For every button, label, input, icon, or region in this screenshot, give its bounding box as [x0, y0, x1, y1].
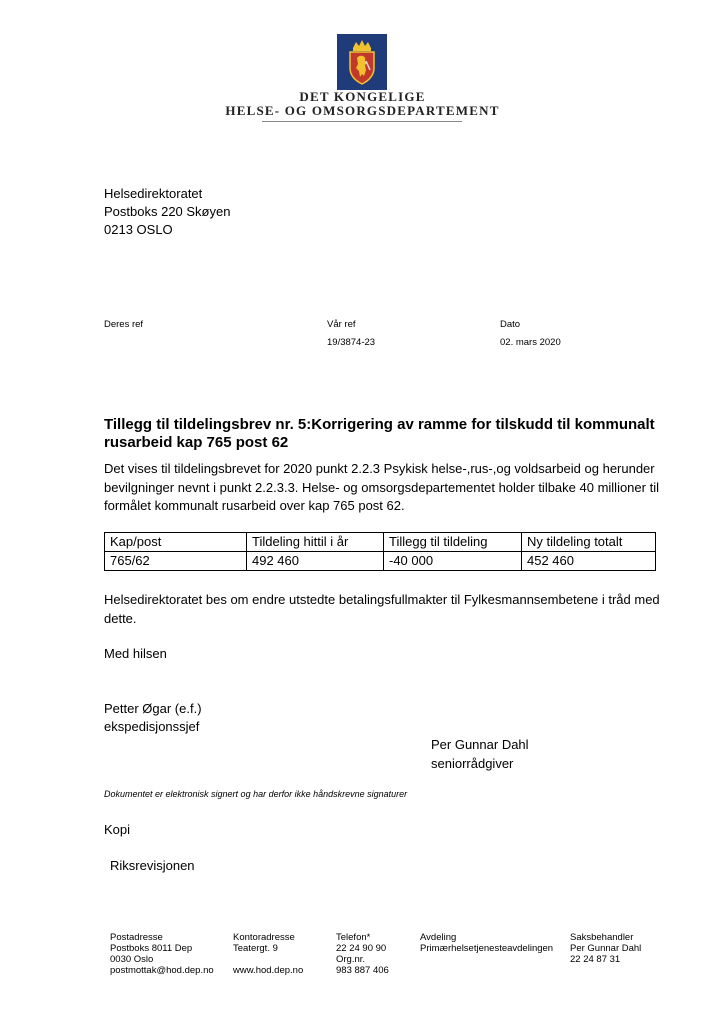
- coat-of-arms-icon: [337, 34, 387, 90]
- request-paragraph: Helsedirektoratet bes om endre utstedte betalingsfullmakter til Fylkesmannsembetene i tråd med dette.: [104, 592, 660, 626]
- signer-1-name: Petter Øgar (e.f.): [104, 701, 202, 716]
- recipient-city: 0213 OSLO: [104, 222, 173, 237]
- footer-label: Telefon*: [336, 932, 371, 943]
- footer-spacer: [233, 954, 303, 965]
- footer-telefon: [336, 932, 389, 976]
- footer-line: Postboks 8011 Dep: [110, 943, 193, 954]
- recipient-street: Postboks 220 Skøyen: [104, 204, 231, 219]
- table-cell: -40 000: [384, 552, 522, 571]
- signer-1-title: ekspedisjonssjef: [104, 719, 200, 734]
- footer-kontoradresse: [233, 932, 303, 976]
- header-divider: [262, 121, 462, 122]
- signer-2-name: Per Gunnar Dahl: [431, 737, 529, 752]
- footer-line: 22 24 87 31: [570, 954, 621, 965]
- closing-greeting: Med hilsen: [104, 646, 167, 661]
- footer-line: Per Gunnar Dahl: [570, 943, 642, 954]
- department-name-line-1: DET KONGELIGE: [299, 89, 426, 104]
- footer-line: 983 887 406: [336, 965, 389, 976]
- footer-line: 22 24 90 90: [336, 943, 387, 954]
- footer-email: postmottak@hod.dep.no: [110, 965, 214, 976]
- footer-line: 0030 Oslo: [110, 954, 154, 965]
- kopi-label: Kopi: [104, 822, 131, 837]
- deres-ref-label: Deres ref: [104, 319, 144, 330]
- table-row: [105, 552, 656, 571]
- signer-2-title: seniorrådgiver: [431, 756, 514, 771]
- electronic-signature-note: Dokumentet er elektronisk signert og har derfor ikke håndskrevne signaturer: [104, 789, 408, 799]
- footer-saksbehandler: [570, 932, 641, 965]
- var-ref-value: 19/3874-23: [327, 337, 376, 348]
- footer-line: Teatergt. 9: [233, 943, 278, 954]
- table-header-cell: Tillegg til tildeling: [384, 533, 522, 552]
- dato-value: 02. mars 2020: [500, 337, 561, 348]
- letter-title: Tillegg til tildelingsbrev nr. 5:Korrigering av ramme for tilskudd til kommunalt rusarbeid kap 765 post 62: [104, 416, 655, 451]
- coat-of-arms-logo: [337, 34, 387, 90]
- dato-label: Dato: [500, 319, 521, 330]
- recipient-name: Helsedirektoratet: [104, 186, 203, 201]
- table-header-cell: Tildeling hittil i år: [247, 533, 384, 552]
- intro-paragraph: Det vises til tildelingsbrevet for 2020 punkt 2.2.3 Psykisk helse-,rus-,og voldsarbeid og herunder bevilgninger nevnt i punkt 2.2.3.3. Helse- og omsorgsdepartementet holder tilbake 40 millioner til formålet kommunalt rusarbeid over kap 765 post 62.: [104, 461, 659, 513]
- kopi-recipient: Riksrevisjonen: [110, 858, 195, 873]
- footer-label: Saksbehandler: [570, 932, 634, 943]
- table-cell: 765/62: [105, 552, 247, 571]
- department-name-line-2: HELSE- OG OMSORGSDEPARTEMENT: [225, 103, 500, 118]
- table-header-cell: Ny tildeling totalt: [522, 533, 656, 552]
- table-cell: 452 460: [522, 552, 656, 571]
- recipient-address: [104, 185, 230, 239]
- table-header-row: [105, 533, 656, 552]
- footer-postadresse: [110, 932, 214, 976]
- footer-avdeling: [420, 932, 553, 954]
- footer-label: Postadresse: [110, 932, 163, 943]
- footer-line: Primærhelsetjenesteavdelingen: [420, 943, 554, 954]
- allocation-table: [104, 532, 656, 571]
- footer-label: Avdeling: [420, 932, 457, 943]
- table-header-cell: Kap/post: [105, 533, 247, 552]
- footer-website: www.hod.dep.no: [233, 965, 304, 976]
- footer-label: Kontoradresse: [233, 932, 295, 943]
- var-ref-label: Vår ref: [327, 319, 356, 330]
- footer-line: Org.nr.: [336, 954, 366, 965]
- table-cell: 492 460: [247, 552, 384, 571]
